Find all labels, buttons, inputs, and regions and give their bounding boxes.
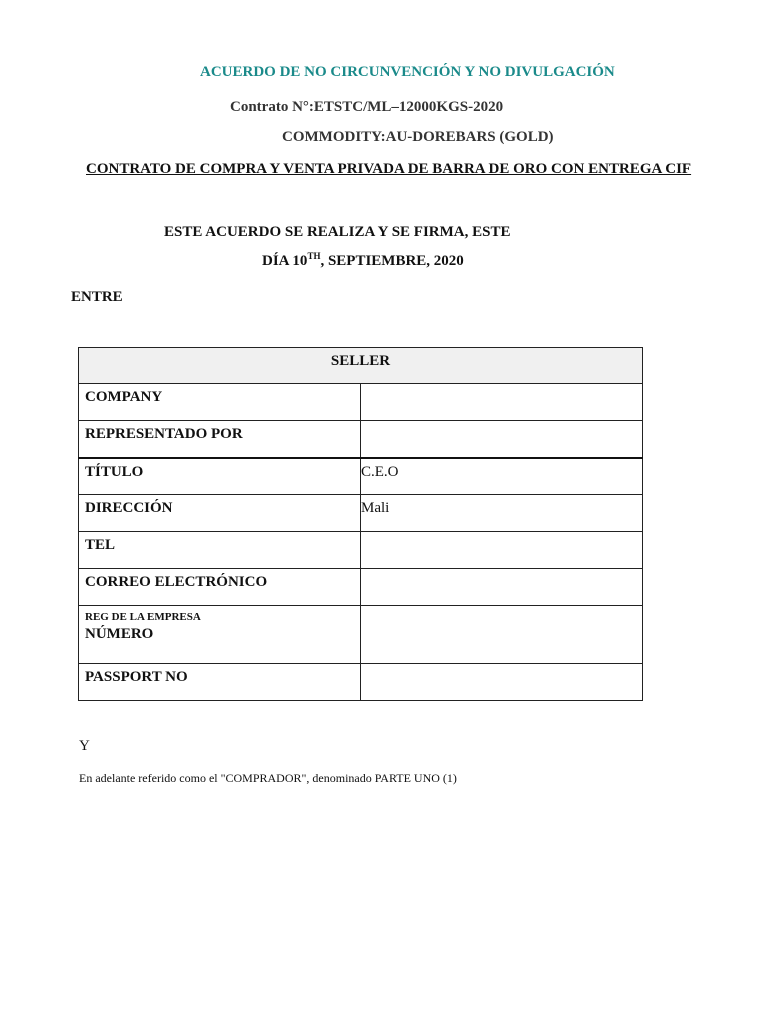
title-value[interactable]: C.E.O xyxy=(361,458,643,495)
company-reg-label-number: NÚMERO xyxy=(85,626,154,642)
buyer-reference-note: En adelante referido como el "COMPRADOR", denominado PARTE UNO (1) xyxy=(79,771,457,785)
tel-label: TEL xyxy=(79,532,361,569)
company-reg-value[interactable] xyxy=(361,606,643,664)
email-label: CORREO ELECTRÓNICO xyxy=(79,569,361,606)
agreement-date-suffix: TH xyxy=(307,251,321,261)
address-label: DIRECCIÓN xyxy=(79,495,361,532)
contract-number: Contrato N°:ETSTC/ML–12000KGS-2020 xyxy=(230,99,504,115)
table-row xyxy=(79,569,643,606)
seller-table xyxy=(78,347,643,701)
company-reg-label-small: REG DE LA EMPRESA xyxy=(85,611,201,623)
address-value[interactable]: Mali xyxy=(361,495,643,532)
table-row xyxy=(79,532,643,569)
title-label: TÍTULO xyxy=(79,458,361,495)
seller-header: SELLER xyxy=(79,348,643,384)
table-row xyxy=(79,495,643,532)
table-row xyxy=(79,606,643,664)
agreement-date-rest: , SEPTIEMBRE, 2020 xyxy=(320,253,464,269)
table-row xyxy=(79,384,643,421)
company-label: COMPANY xyxy=(79,384,361,421)
seller-header-row xyxy=(79,348,643,384)
email-value[interactable] xyxy=(361,569,643,606)
table-row xyxy=(79,664,643,701)
passport-value[interactable] xyxy=(361,664,643,701)
between-label: ENTRE xyxy=(71,289,123,305)
contract-title: CONTRATO DE COMPRA Y VENTA PRIVADA DE BARRA DE ORO CON ENTREGA CIF xyxy=(86,161,692,177)
table-row xyxy=(79,421,643,458)
commodity-line: COMMODITY:AU-DOREBARS (GOLD) xyxy=(282,129,554,145)
represented-by-label: REPRESENTADO POR xyxy=(79,421,361,458)
and-conjunction: Y xyxy=(79,738,90,754)
passport-label: PASSPORT NO xyxy=(79,664,361,701)
agreement-line-1: ESTE ACUERDO SE REALIZA Y SE FIRMA, ESTE xyxy=(164,224,511,240)
agreement-date-prefix: DÍA 10 xyxy=(262,253,308,269)
company-value[interactable] xyxy=(361,384,643,421)
tel-value[interactable] xyxy=(361,532,643,569)
table-row xyxy=(79,458,643,495)
agreement-line-2 xyxy=(262,251,464,270)
document-title: ACUERDO DE NO CIRCUNVENCIÓN Y NO DIVULGACIÓN xyxy=(200,64,615,80)
represented-by-value[interactable] xyxy=(361,421,643,458)
company-reg-label xyxy=(79,606,361,664)
